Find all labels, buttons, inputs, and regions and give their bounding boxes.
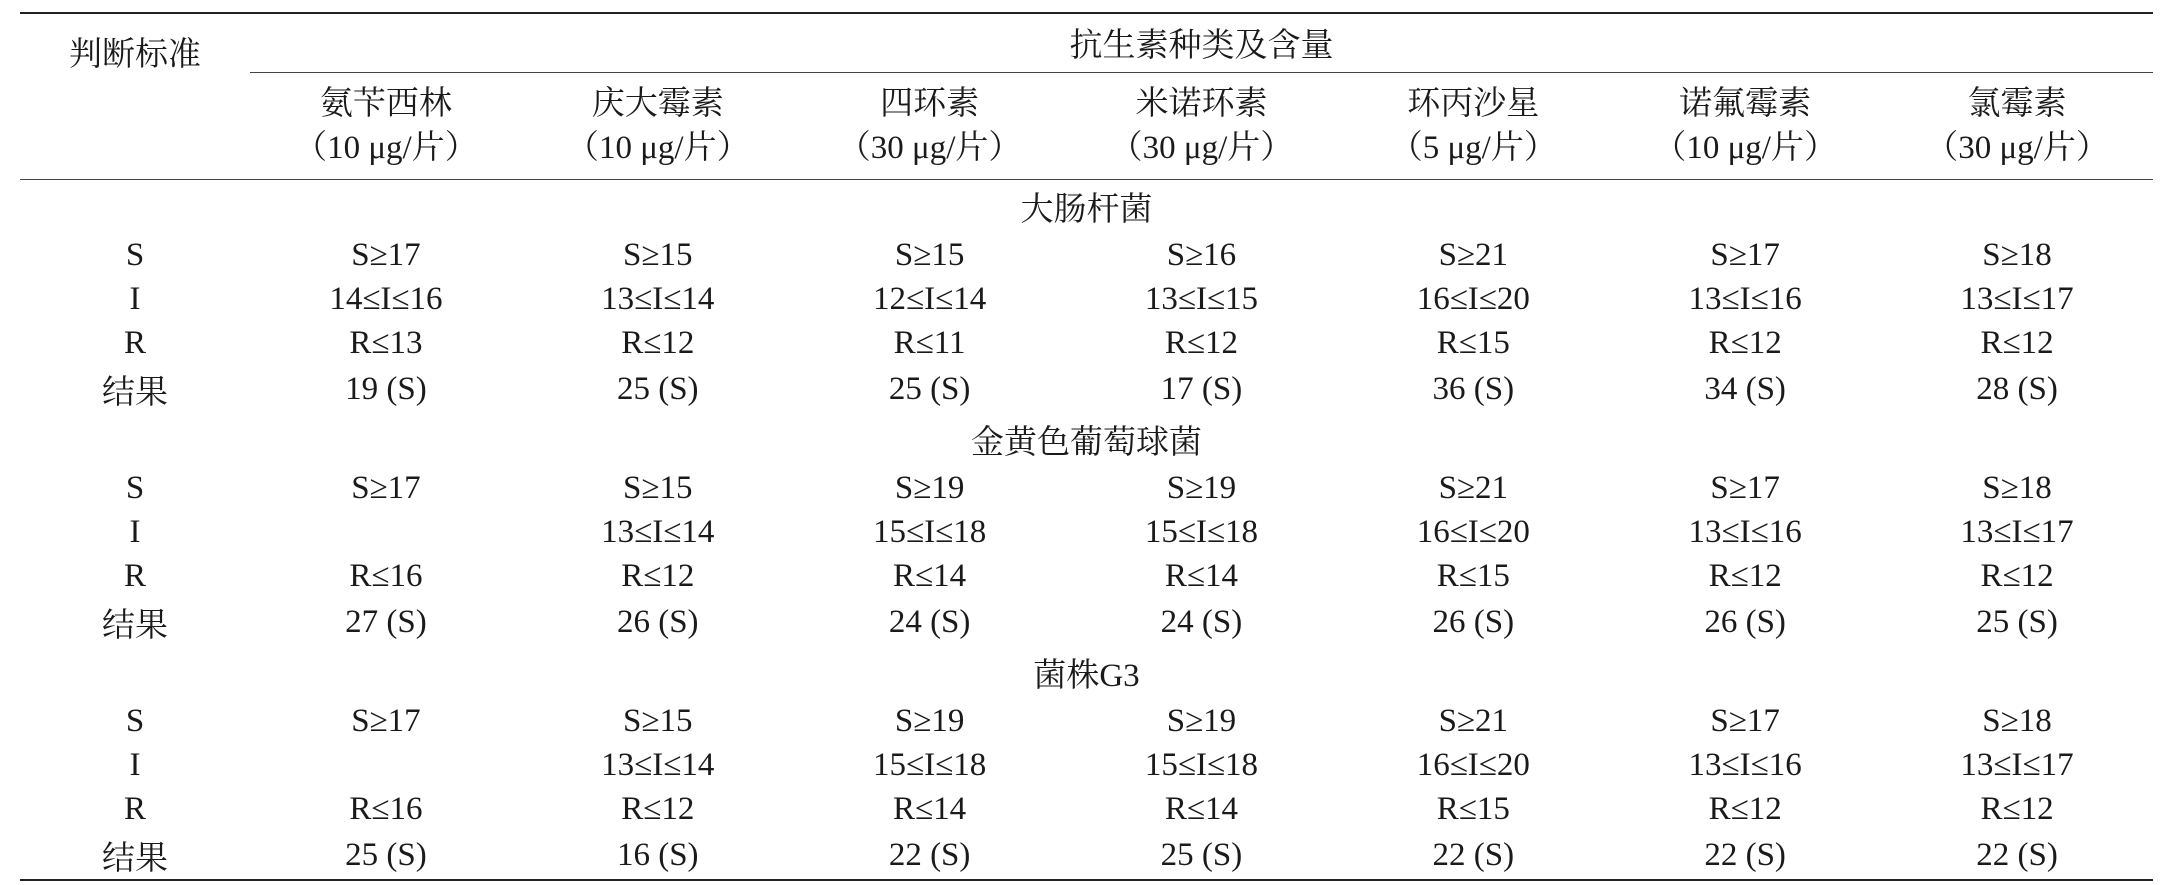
section-row [20,646,2153,700]
table-cell: 15≤I≤18 [873,747,987,783]
table-cell: 22 (S) [1704,836,1786,873]
table-cell: R≤12 [1708,558,1782,594]
table-cell: S≥21 [1438,470,1509,506]
group-header: 抗生素种类及含量 [250,14,2153,72]
criterion-label: 结果 [102,607,168,644]
table-cell: 22 (S) [1976,836,2058,873]
table-cell: 17 (S) [1160,370,1243,407]
table-cell: 14≤I≤16 [329,281,443,317]
table-cell: 25 (S) [888,370,971,407]
criteria-header: 判断标准 [20,14,250,179]
table-cell: R≤12 [1980,791,2054,827]
table-cell: R≤12 [1980,558,2054,594]
table-cell: R≤12 [621,558,695,594]
section-row [20,179,2153,234]
table-cell: S≥18 [1982,470,2052,506]
table-cell: 25 (S) [1976,603,2058,640]
table-cell: S≥21 [1438,703,1509,739]
table-cell: 25 (S) [616,370,699,407]
table-cell [250,744,522,788]
table-cell: 25 (S) [345,836,427,873]
antibiotic-name: 米诺环素 [1135,85,1268,122]
antibiotic-name: 四环素 [880,85,980,122]
section-title: 菌株G3 [1033,658,1140,694]
antibiotic-dose: （30 μg/片） [1109,129,1294,166]
table-cell: R≤14 [1164,791,1239,827]
antibiotic-dose: （30 μg/片） [837,129,1022,166]
antibiotic-name: 环丙沙星 [1407,85,1540,122]
column-header [794,72,1066,179]
table-cell: S≥18 [1982,237,2052,273]
section-row [20,413,2153,467]
table-cell: 16 (S) [616,836,699,873]
table-row [20,832,2153,879]
criterion-label: S [125,703,145,739]
table-cell: 13≤I≤14 [601,281,715,317]
antibiotic-susceptibility-table [20,12,2153,881]
table-cell: R≤12 [1164,325,1239,361]
antibiotic-dose: （10 μg/片） [294,129,478,166]
table-row [20,511,2153,555]
table-cell: 13≤I≤15 [1144,281,1259,317]
antibiotic-name: 庆大霉素 [591,85,724,122]
table-cell: R≤12 [1980,325,2054,361]
table-cell: 13≤I≤16 [1688,281,1802,317]
criterion-label: 结果 [102,840,168,877]
table-cell: 16≤I≤20 [1416,747,1530,783]
table-cell: S≥17 [1710,237,1780,273]
table-cell: R≤12 [1708,791,1782,827]
column-header [1337,72,1609,179]
table-cell: 12≤I≤14 [873,281,987,317]
table-cell: R≤14 [1164,558,1239,594]
table-cell: R≤15 [1436,791,1510,827]
table-cell: 13≤I≤16 [1688,514,1802,550]
column-header-row [20,72,2153,179]
criterion-label: I [129,514,141,550]
table-cell: 15≤I≤18 [1144,747,1259,783]
table-container [20,12,2153,881]
table-cell: S≥15 [623,237,693,273]
table-cell: 26 (S) [616,603,699,640]
criterion-label: S [125,237,145,273]
table-cell: R≤12 [621,325,695,361]
column-header [250,72,522,179]
column-header [522,72,794,179]
table-row [20,788,2153,832]
table-cell: 22 (S) [1432,836,1515,873]
table-cell: 13≤I≤16 [1688,747,1802,783]
table-cell: S≥19 [894,470,965,506]
table-cell: 34 (S) [1704,370,1786,407]
table-cell: 25 (S) [1160,836,1243,873]
table-cell: 26 (S) [1432,603,1515,640]
table-cell: 28 (S) [1976,370,2058,407]
table-row [20,234,2153,278]
table-cell: S≥15 [894,237,965,273]
table-row [20,555,2153,599]
antibiotic-dose: （5 μg/片） [1389,129,1557,166]
table-cell: 26 (S) [1704,603,1786,640]
table-cell: S≥17 [351,470,421,506]
column-header [1881,72,2153,179]
table-row [20,322,2153,366]
table-cell: R≤14 [893,791,967,827]
table-cell [250,511,522,555]
section-title: 金黄色葡萄球菌 [971,425,1202,461]
table-cell: S≥16 [1166,237,1237,273]
table-cell: S≥18 [1982,703,2052,739]
section-title: 大肠杆菌 [1020,192,1153,228]
table-cell: R≤16 [349,558,423,594]
table-cell: R≤11 [893,325,966,361]
table-cell: 13≤I≤14 [601,514,715,550]
criterion-label: 结果 [102,374,168,411]
table-cell: S≥21 [1438,237,1509,273]
criterion-label: I [129,281,141,317]
table-cell: 36 (S) [1432,370,1515,407]
table-row [20,744,2153,788]
table-cell: R≤14 [893,558,967,594]
table-cell: S≥19 [894,703,965,739]
table-cell: S≥19 [1166,703,1237,739]
table-cell: 16≤I≤20 [1416,281,1530,317]
table-cell: 13≤I≤17 [1960,514,2074,550]
table-cell: S≥17 [351,237,421,273]
table-cell: S≥19 [1166,470,1237,506]
table-cell: R≤12 [1708,325,1782,361]
table-row [20,700,2153,744]
column-header [1066,72,1338,179]
antibiotic-dose: （30 μg/片） [1925,129,2109,166]
table-cell: 22 (S) [888,836,971,873]
column-header [1609,72,1881,179]
table-cell: 15≤I≤18 [1144,514,1259,550]
criterion-label: I [129,747,141,783]
table-row [20,467,2153,511]
table-cell: S≥15 [623,703,693,739]
table-cell: R≤13 [349,325,423,361]
table-cell: 13≤I≤17 [1960,281,2074,317]
table-cell: 27 (S) [345,603,427,640]
antibiotic-name: 氯霉素 [1967,85,2067,122]
table-cell: 24 (S) [1160,603,1243,640]
criterion-label: R [123,325,146,361]
table-row [20,278,2153,322]
table-cell: S≥15 [623,470,693,506]
table-cell: R≤16 [349,791,423,827]
table-cell: 19 (S) [345,370,427,407]
table-cell: 24 (S) [888,603,971,640]
criterion-label: R [123,558,146,594]
table-cell: R≤12 [621,791,695,827]
table-cell: 13≤I≤14 [601,747,715,783]
table-cell: R≤15 [1436,558,1510,594]
criterion-label: R [123,791,146,827]
antibiotic-name: 氨苄西林 [319,85,452,122]
table-cell: 15≤I≤18 [873,514,987,550]
criterion-label: S [125,470,145,506]
antibiotic-name: 诺氟霉素 [1679,85,1812,122]
table-row [20,599,2153,646]
table-cell: S≥17 [1710,703,1780,739]
table-cell: 13≤I≤17 [1960,747,2074,783]
antibiotic-dose: （10 μg/片） [565,129,750,166]
table-cell: 16≤I≤20 [1416,514,1530,550]
table-row [20,366,2153,413]
table-cell: S≥17 [1710,470,1780,506]
table-cell: S≥17 [351,703,421,739]
antibiotic-dose: （10 μg/片） [1653,129,1837,166]
table-cell: R≤15 [1436,325,1510,361]
